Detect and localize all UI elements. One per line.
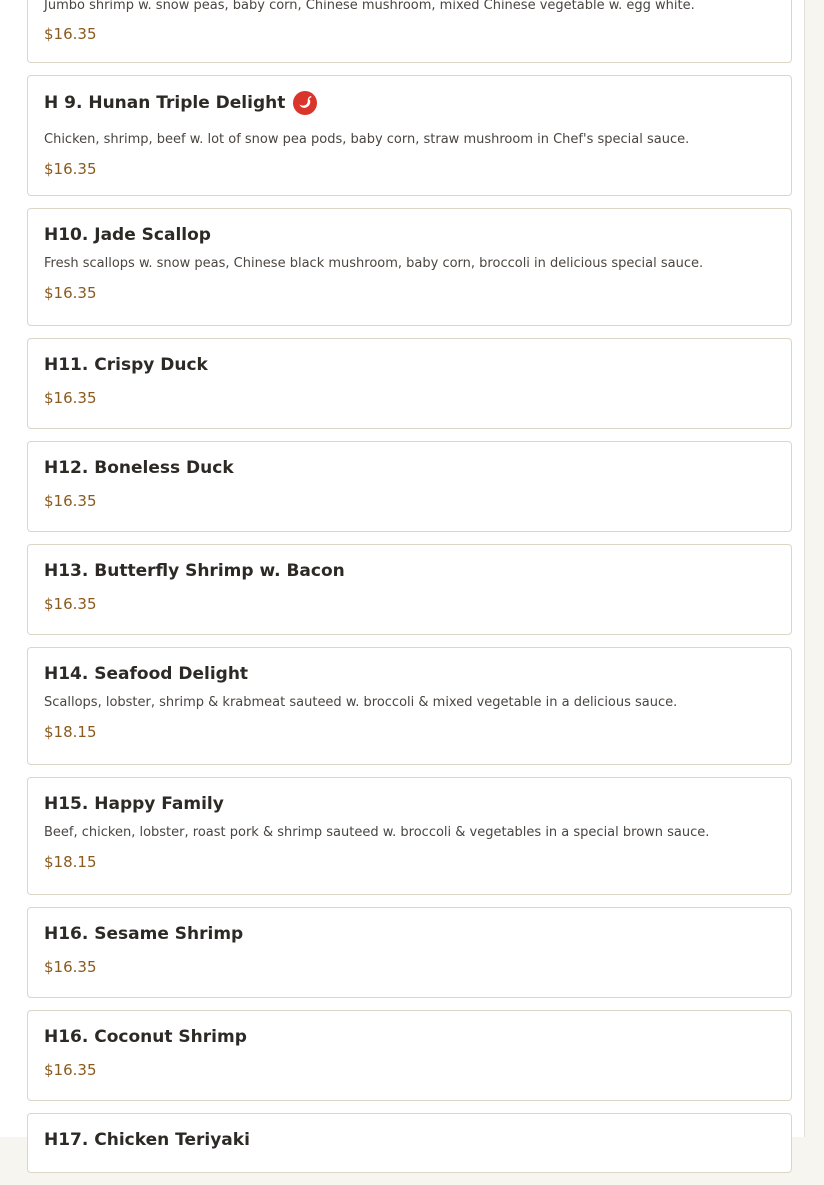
menu-item-h15[interactable] [27, 777, 792, 895]
item-name: H17. Chicken Teriyaki [44, 1130, 250, 1150]
item-description: Jumbo shrimp w. snow peas, baby corn, Chinese mushroom, mixed Chinese vegetable w. egg white. [44, 0, 695, 13]
menu-item-h11[interactable] [27, 338, 792, 429]
item-name: H 9. Hunan Triple Delight [44, 93, 286, 113]
item-name: H12. Boneless Duck [44, 458, 234, 478]
item-title [44, 457, 775, 479]
item-price: $16.35 [44, 595, 97, 613]
item-price: $16.35 [44, 492, 97, 510]
item-description: Beef, chicken, lobster, roast pork & shrimp sauteed w. broccoli & vegetables in a special brown sauce. [44, 825, 710, 840]
item-description: Fresh scallops w. snow peas, Chinese black mushroom, baby corn, broccoli in delicious special sauce. [44, 256, 704, 271]
item-price: $18.15 [44, 853, 97, 871]
menu-item-h10[interactable] [27, 208, 792, 326]
item-name: H10. Jade Scallop [44, 225, 211, 245]
menu-item-h8[interactable] [27, 0, 792, 63]
menu-item-h14[interactable] [27, 647, 792, 765]
item-name: H16. Coconut Shrimp [44, 1027, 247, 1047]
item-title [44, 354, 775, 376]
menu-item-h16-coconut[interactable] [27, 1010, 792, 1101]
item-price: $16.35 [44, 1061, 97, 1079]
item-title [44, 560, 775, 582]
item-title [44, 793, 775, 815]
item-description: Chicken, shrimp, beef w. lot of snow pea pods, baby corn, straw mushroom in Chef's special sauce. [44, 132, 690, 147]
item-description: Scallops, lobster, shrimp & krabmeat sauteed w. broccoli & mixed vegetable in a delicious sauce. [44, 695, 678, 710]
chili-pepper-icon [293, 91, 317, 115]
item-name: H16. Sesame Shrimp [44, 924, 244, 944]
item-price: $16.35 [44, 958, 97, 976]
menu-item-h13[interactable] [27, 544, 792, 635]
menu-item-h9[interactable] [27, 75, 792, 196]
item-title [44, 91, 775, 115]
item-name: H13. Butterfly Shrimp w. Bacon [44, 561, 345, 581]
menu-item-list [27, 0, 792, 1185]
item-title [44, 1026, 775, 1048]
item-price: $16.35 [44, 160, 97, 178]
item-title [44, 923, 775, 945]
item-name: H15. Happy Family [44, 794, 224, 814]
menu-item-h16-sesame[interactable] [27, 907, 792, 998]
item-price: $18.15 [44, 723, 97, 741]
item-name: H14. Seafood Delight [44, 664, 249, 684]
item-price: $16.35 [44, 389, 97, 407]
menu-item-h17[interactable] [27, 1113, 792, 1173]
item-title [44, 663, 775, 685]
item-name: H11. Crispy Duck [44, 355, 208, 375]
item-price: $16.35 [44, 25, 97, 43]
item-title [44, 1129, 775, 1151]
item-price: $16.35 [44, 284, 97, 302]
item-title [44, 224, 775, 246]
menu-item-h12[interactable] [27, 441, 792, 532]
